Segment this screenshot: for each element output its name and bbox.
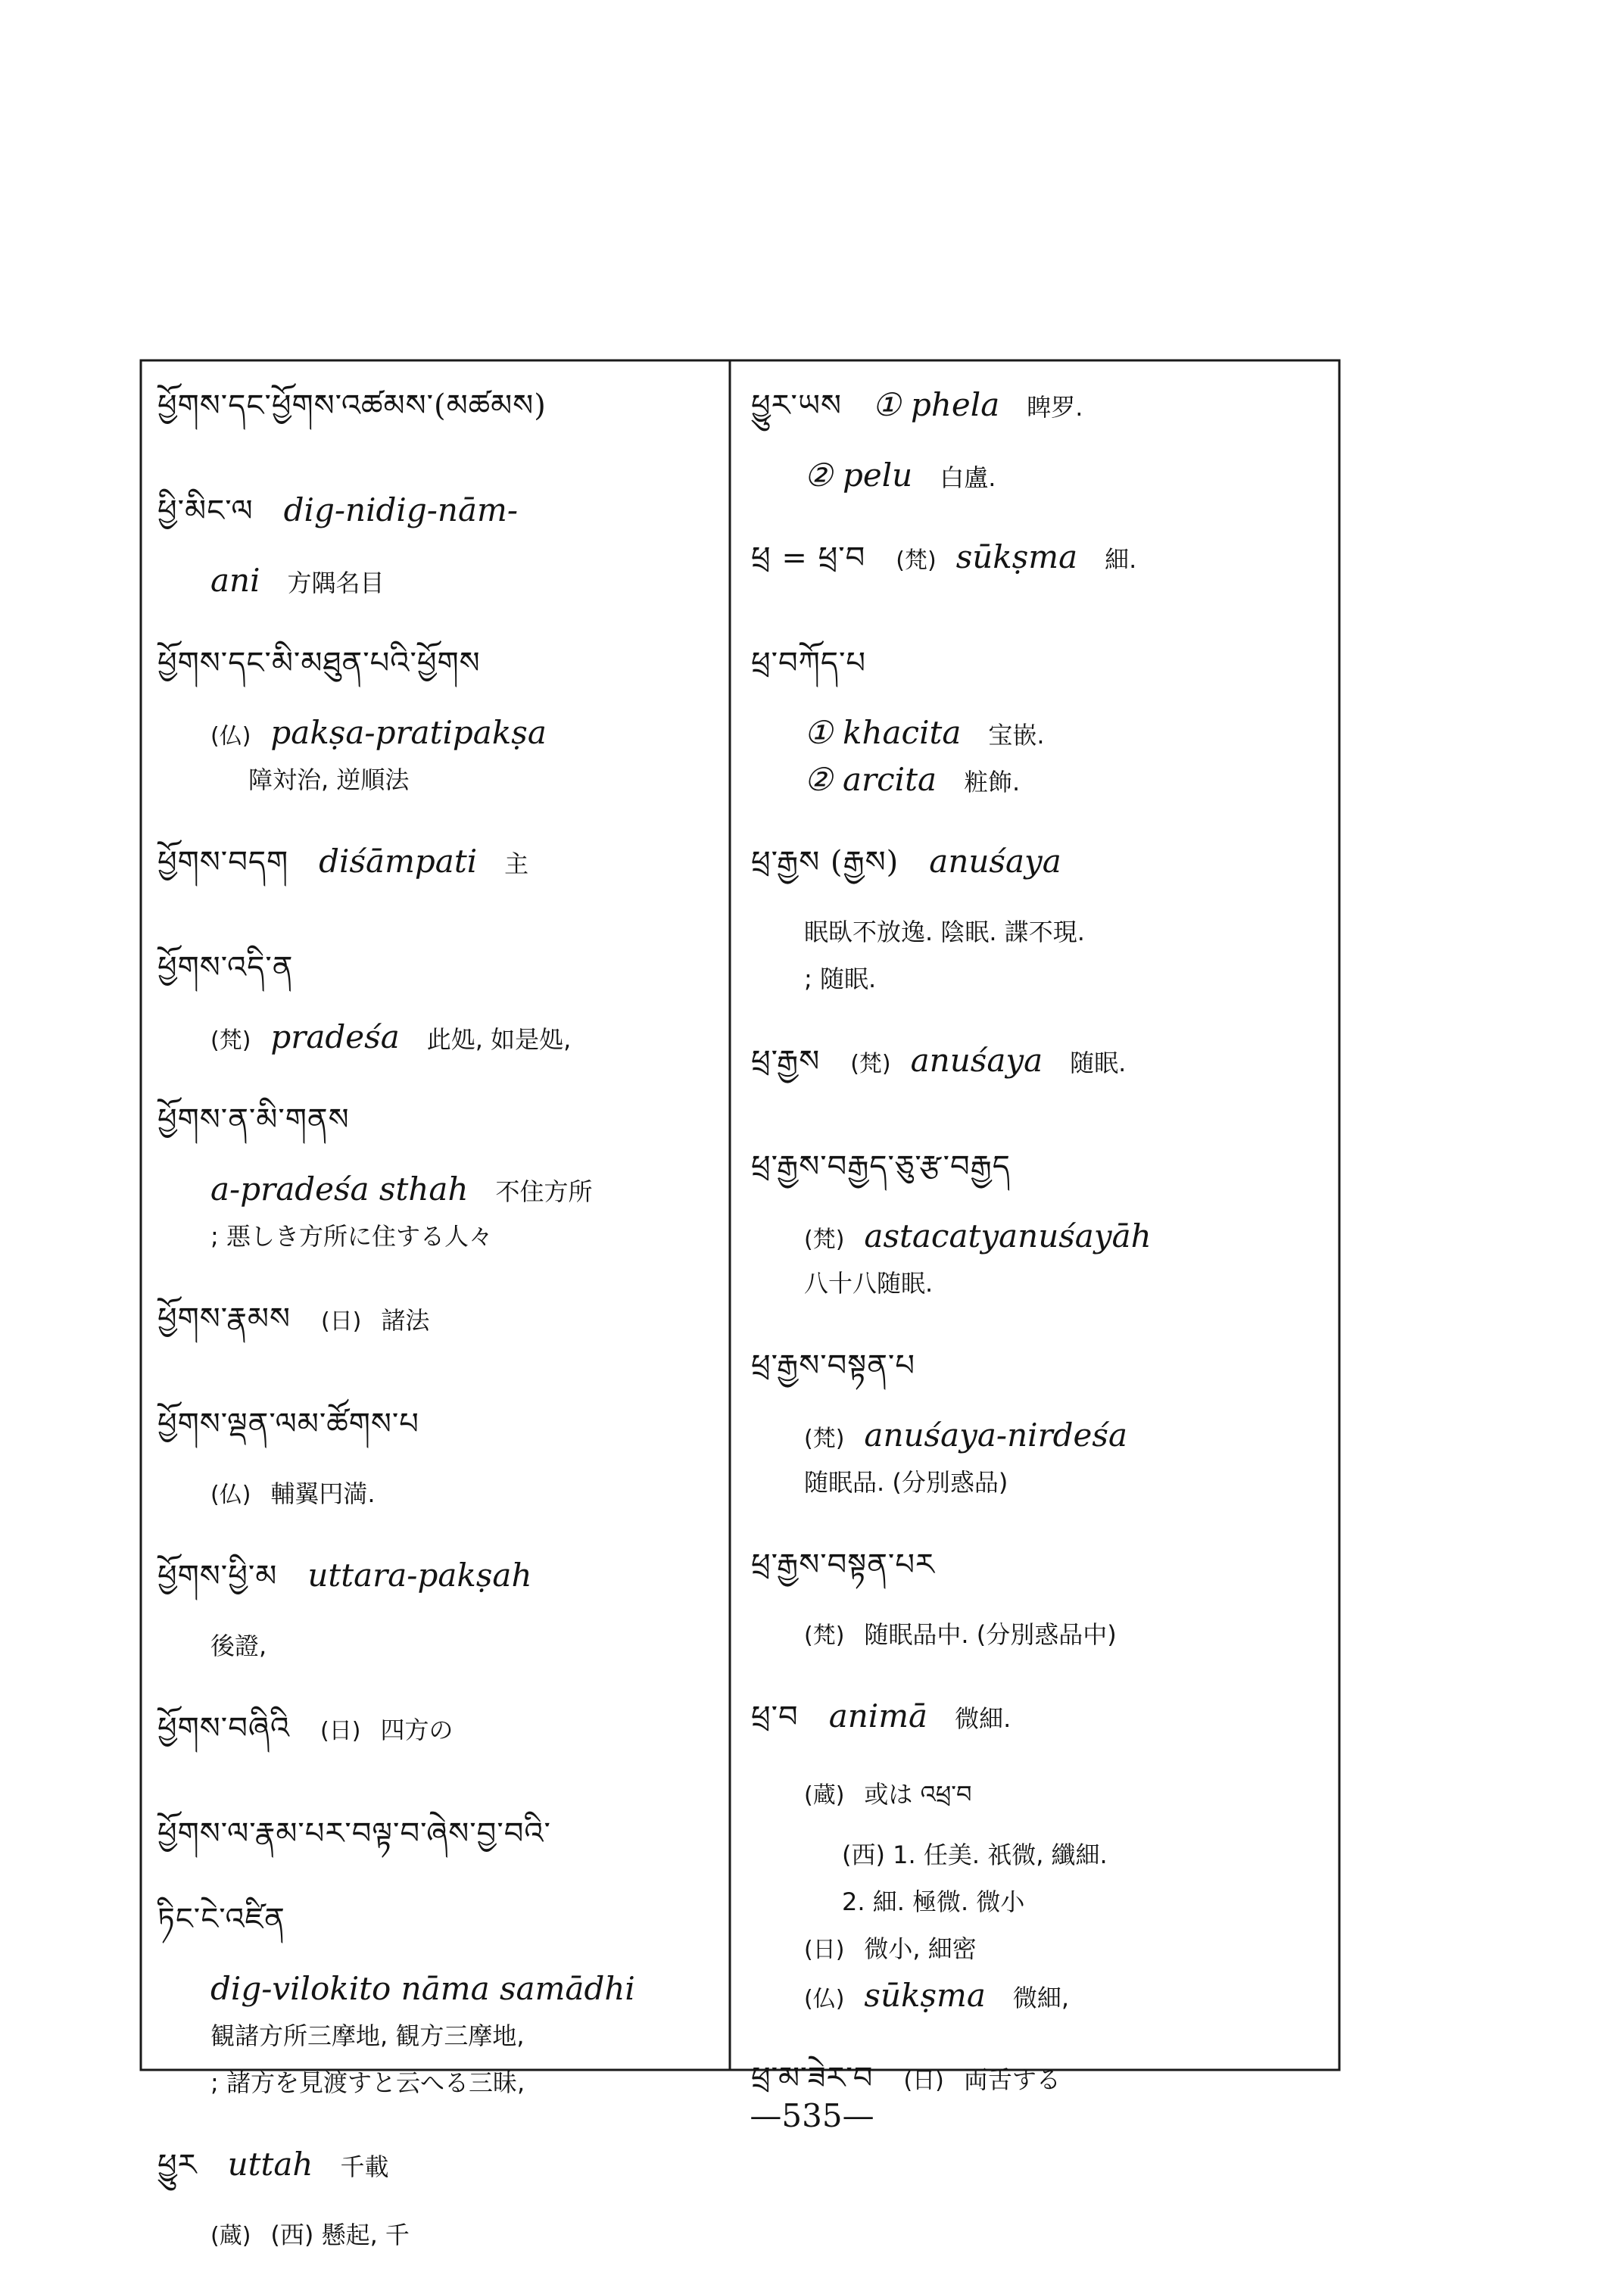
japanese-gloss: ; 悪しき方所に住する人々	[210, 1222, 493, 1251]
dictionary-entry	[751, 1331, 1334, 1510]
sanskrit-term: ② pelu	[804, 457, 913, 494]
source-tag: (梵)	[850, 1051, 891, 1077]
page-number: —535—	[750, 2097, 874, 2134]
sanskrit-term: astacatyanuśayāh	[864, 1217, 1152, 1255]
entry-line	[157, 1284, 727, 1370]
tibetan-headword: ཕྱོགས་བདག	[157, 845, 289, 880]
tibetan-headword: ཕྱོགས་དང་མི་མཐུན་པའི་ཕྱོགས	[157, 646, 481, 681]
japanese-gloss: 随眠品中. (分別惑品中)	[864, 1620, 1117, 1649]
dictionary-entry	[751, 1132, 1334, 1311]
entry-line	[751, 1217, 1334, 1264]
japanese-gloss: 睥罗.	[1027, 393, 1083, 422]
entry-line	[751, 960, 1334, 1007]
entry-line	[751, 457, 1334, 503]
japanese-gloss: 或は འཕྲ་བ	[864, 1780, 972, 1809]
dictionary-entry	[157, 1541, 727, 1674]
entry-line	[157, 1799, 727, 1884]
dictionary-entry	[751, 828, 1334, 1007]
japanese-gloss: 眠臥不放逸. 陰眠. 諜不現.	[804, 918, 1085, 946]
entry-line	[751, 1836, 1334, 1883]
entry-line	[751, 1132, 1334, 1217]
japanese-gloss: 千載	[340, 2152, 389, 2181]
sanskrit-term: a-pradeśa sthah	[210, 1170, 469, 1208]
japanese-gloss: 諸法	[381, 1306, 430, 1335]
tibetan-headword: ཕྲ་རྒྱས་བརྒྱད་ཅུ་རྩ་བརྒྱད	[751, 1149, 1011, 1184]
entry-line	[157, 1389, 727, 1475]
source-tag: (梵)	[804, 1226, 845, 1253]
sanskrit-term: ① phela	[871, 386, 1000, 423]
japanese-gloss: 此処, 如是処,	[426, 1025, 572, 1054]
tibetan-headword: ཏིང་ངེ་འཛིན	[157, 1902, 285, 1937]
entry-line	[157, 1170, 727, 1217]
sanskrit-term: uttara-pakṣah	[307, 1557, 532, 1594]
entry-line	[157, 2017, 727, 2064]
dictionary-entry	[751, 523, 1334, 609]
entry-line	[751, 1768, 1334, 1836]
entry-line	[751, 761, 1334, 808]
japanese-gloss: 後證,	[210, 1632, 267, 1660]
entry-line	[157, 1884, 727, 1970]
entry-line	[157, 2216, 727, 2263]
entry-line	[751, 1930, 1334, 1977]
sanskrit-term: animā	[828, 1697, 928, 1735]
source-tag: (日)	[320, 1718, 361, 1744]
tibetan-headword: ཕྱོགས་བཞིའི	[157, 1711, 291, 1746]
sanskrit-term: anuśaya-nirdeśa	[864, 1417, 1128, 1454]
entry-line	[751, 714, 1334, 761]
sanskrit-term: sūkṣma	[864, 1977, 986, 2014]
entry-line	[751, 1883, 1334, 1930]
sanskrit-term: dig-nidig-nām-	[283, 491, 519, 528]
source-tag: (梵)	[804, 1622, 845, 1649]
tibetan-headword: ཕྱོགས་འདི་ན	[157, 950, 294, 985]
source-tag: (蔵)	[804, 1782, 845, 1809]
source-tag: (日)	[320, 1308, 362, 1335]
source-tag: (仏)	[210, 1482, 251, 1508]
japanese-gloss: ; 諸方を見渡すと云へる三昧,	[210, 2068, 525, 2097]
source-tag: (梵)	[210, 1027, 251, 1054]
japanese-gloss: 宝嵌.	[988, 721, 1045, 750]
sanskrit-term: anuśaya	[929, 843, 1061, 880]
japanese-gloss: 両舌する	[963, 2065, 1061, 2094]
entry-line	[157, 562, 727, 609]
entry-line	[157, 1085, 727, 1170]
tibetan-headword: ཕྲ་རྒྱས	[751, 1044, 821, 1079]
tibetan-headword: ཕྱོགས་ན་མི་གནས	[157, 1102, 350, 1137]
japanese-gloss: 微小, 細密	[864, 1934, 977, 1963]
sanskrit-term: sūkṣma	[955, 538, 1078, 575]
dictionary-entry	[157, 1284, 727, 1370]
japanese-gloss: 粧飾.	[964, 768, 1021, 796]
dictionary-entry	[751, 371, 1334, 503]
entry-line	[157, 828, 727, 913]
japanese-gloss: 随眠.	[1070, 1049, 1127, 1077]
tibetan-headword: ཕྱོགས་ལྡན་ལམ་ཚོགས་པ	[157, 1407, 419, 1442]
sanskrit-term: uttah	[227, 2146, 313, 2183]
dictionary-entry	[157, 371, 727, 457]
japanese-gloss: 微細.	[955, 1704, 1011, 1733]
dictionary-entry	[157, 933, 727, 1065]
entry-line	[751, 913, 1334, 960]
source-tag: (仏)	[210, 723, 251, 750]
dictionary-entry	[157, 1389, 727, 1522]
entry-line	[751, 523, 1334, 609]
sanskrit-term: pradeśa	[270, 1018, 400, 1055]
source-tag: (日)	[903, 2068, 944, 2094]
source-tag: (日)	[804, 1937, 845, 1963]
japanese-gloss: 方隅名目	[287, 569, 385, 597]
japanese-gloss: ; 随眠.	[804, 965, 877, 993]
dictionary-entry	[157, 1799, 727, 2111]
entry-line	[157, 714, 727, 761]
tibetan-headword: ཕྱོགས་ལ་རྣམ་པར་བལྟ་བ་ཞེས་བྱ་བའི་	[157, 1816, 551, 1851]
japanese-gloss: 随眠品. (分別惑品)	[804, 1468, 1008, 1497]
japanese-gloss: 観諸方所三摩地, 観方三摩地,	[210, 2021, 525, 2050]
source-tag: (仏)	[804, 1986, 845, 2012]
sanskrit-term: dig-vilokito nāma samādhi	[210, 1970, 635, 2007]
entry-line	[157, 1694, 727, 1779]
dictionary-entry	[751, 628, 1334, 808]
sanskrit-term: ② arcita	[804, 761, 937, 798]
japanese-gloss: 不住方所	[495, 1177, 593, 1206]
japanese-gloss: (西) 懸起, 千	[270, 2221, 410, 2249]
entry-line	[751, 1682, 1334, 1768]
tibetan-headword: ཕྱི་མིང་ལ	[157, 494, 254, 528]
entry-line	[751, 1027, 1334, 1112]
tibetan-headword: ཕྱུར་ཡས	[751, 388, 842, 423]
left-column	[157, 371, 727, 2249]
sanskrit-term: diśāmpati	[319, 843, 478, 880]
tibetan-headword: ཕྲ་རྒྱས (རྒྱས)	[751, 845, 899, 880]
japanese-gloss: 八十八随眠.	[804, 1269, 934, 1298]
source-tag: (蔵)	[210, 2223, 251, 2249]
entry-line	[157, 371, 727, 457]
sanskrit-term: anuśaya	[910, 1042, 1043, 1079]
japanese-gloss: (西) 1. 任美. 祇微, 纖細.	[842, 1840, 1108, 1869]
sanskrit-term: pakṣa-pratipakṣa	[270, 714, 547, 751]
tibetan-headword: ཕྱུར	[157, 2148, 198, 2183]
entry-line	[751, 371, 1334, 457]
entry-line	[751, 1463, 1334, 1510]
dictionary-entry	[157, 476, 727, 609]
entry-line	[157, 1541, 727, 1627]
tibetan-headword: ཕྱོགས་རྣམས	[157, 1301, 291, 1336]
sanskrit-term: ① khacita	[804, 714, 962, 751]
tibetan-headword: ཕྲ་རྒྱས་བསྟན་པར	[751, 1548, 935, 1582]
dictionary-entry	[751, 1682, 1334, 2024]
entry-line	[157, 476, 727, 562]
entry-line	[157, 1475, 727, 1522]
entry-line	[751, 1616, 1334, 1663]
entry-line	[157, 1627, 727, 1674]
dictionary-entry	[157, 1694, 727, 1779]
entry-line	[751, 828, 1334, 913]
entry-line	[751, 1977, 1334, 2024]
entry-line	[751, 1530, 1334, 1616]
japanese-gloss: 障対治, 逆順法	[248, 765, 410, 794]
dictionary-entry	[157, 1085, 727, 1264]
entry-line	[751, 1331, 1334, 1417]
tibetan-headword: ཕྲ་རྒྱས་བསྟན་པ	[751, 1348, 915, 1383]
entry-line	[157, 1018, 727, 1065]
japanese-gloss: 主	[504, 849, 529, 878]
tibetan-headword: ཕྲ = ཕྲ་བ	[751, 541, 866, 575]
entry-line	[157, 933, 727, 1018]
japanese-gloss: 白盧.	[940, 463, 996, 492]
entry-line	[751, 1417, 1334, 1463]
dictionary-entry	[751, 1027, 1334, 1112]
japanese-gloss: 四方の	[380, 1716, 454, 1744]
tibetan-headword: ཕྱོགས་ཕྱི་མ	[157, 1559, 278, 1594]
entry-line	[751, 628, 1334, 714]
dictionary-entry	[157, 2130, 727, 2263]
right-column	[751, 371, 1334, 2096]
dictionary-entry	[157, 628, 727, 808]
tibetan-headword: ཕྲ་བཀོད་པ	[751, 646, 867, 681]
entry-line	[157, 2130, 727, 2216]
tibetan-headword: ཕྲ་བ	[751, 1700, 799, 1735]
entry-line	[751, 1264, 1334, 1311]
japanese-gloss: 2. 細. 極微. 微小	[842, 1887, 1025, 1916]
sanskrit-term: ani	[210, 562, 260, 599]
japanese-gloss: 輔翼円満.	[270, 1479, 376, 1508]
entry-line	[157, 1217, 727, 1264]
japanese-gloss: 微細,	[1012, 1984, 1070, 2012]
tibetan-headword: ཕྱོགས་དང་ཕྱོགས་འཚམས་(མཚམས)	[157, 388, 547, 423]
source-tag: (梵)	[804, 1426, 845, 1452]
source-tag: (梵)	[896, 547, 937, 574]
entry-line	[157, 1970, 727, 2017]
tibetan-headword: ཕྲ་མ་ཟེར་བ	[751, 2061, 874, 2096]
entry-line	[157, 628, 727, 714]
dictionary-entry	[157, 828, 727, 913]
dictionary-entry	[751, 1530, 1334, 1663]
entry-line	[157, 761, 727, 808]
japanese-gloss: 細.	[1105, 545, 1137, 574]
